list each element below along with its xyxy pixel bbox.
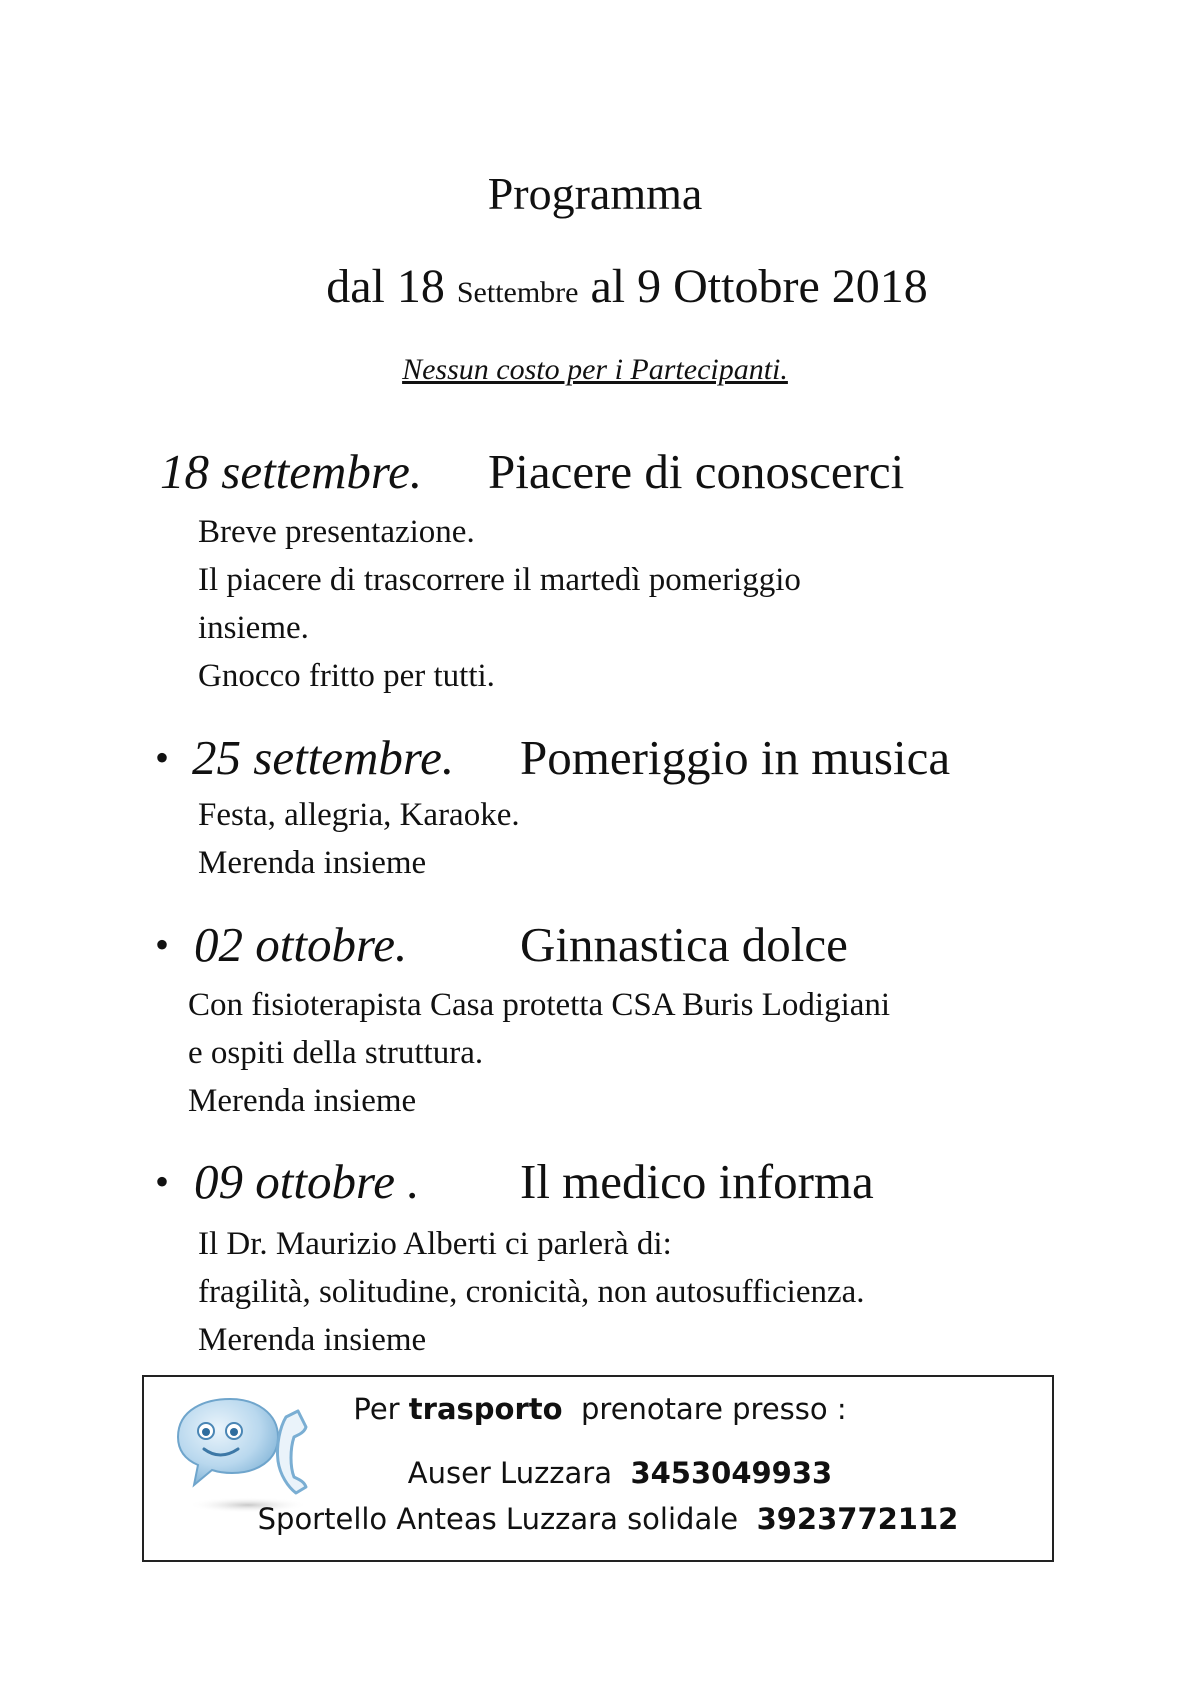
event-description-3 (188, 981, 890, 1125)
description-line: Festa, allegria, Karaoke. (198, 797, 520, 833)
transport-heading-prefix: Per (353, 1392, 400, 1426)
page-title: Programma (487, 168, 703, 219)
contact-phone: 3923772112 (756, 1502, 959, 1536)
transport-heading (144, 1392, 1056, 1426)
event-title: Pomeriggio in musica (520, 730, 951, 785)
event-heading-3 (194, 917, 848, 972)
description-line: Breve presentazione. (198, 514, 475, 550)
description-line: fragilità, solitudine, cronicità, non autosufficienza. (198, 1274, 865, 1310)
event-title: Piacere di conoscerci (488, 444, 905, 499)
event-title: Ginnastica dolce (520, 917, 848, 972)
event-description-2 (198, 791, 520, 887)
event-description-1 (198, 508, 801, 700)
description-line: Con fisioterapista Casa protetta CSA Buris Lodigiani (188, 987, 891, 1023)
date-range (32, 260, 1190, 313)
date-range-start: dal 18 (326, 260, 445, 313)
bullet: • (155, 922, 170, 967)
event-description-4 (198, 1220, 865, 1364)
contact-anteas (152, 1502, 1064, 1536)
date-range-end: al 9 Ottobre 2018 (590, 260, 928, 313)
description-line: Il piacere di trascorrere il martedì pomeriggio (198, 562, 801, 598)
event-date: 18 settembre. (160, 444, 423, 499)
transport-heading-suffix: prenotare presso : (581, 1392, 847, 1426)
description-line: e ospiti della struttura. (188, 1035, 484, 1071)
description-line: Il Dr. Maurizio Alberti ci parlerà di: (198, 1226, 672, 1262)
contact-auser (164, 1456, 1076, 1490)
contact-name: Sportello Anteas Luzzara solidale (257, 1502, 739, 1536)
contact-name: Auser Luzzara (407, 1456, 612, 1490)
no-cost-note: Nessun costo per i Partecipanti. (402, 353, 788, 386)
date-range-month: Settembre (456, 276, 579, 309)
bullet: • (155, 1159, 170, 1204)
bullet: • (155, 735, 170, 780)
event-title: Il medico informa (520, 1154, 874, 1209)
event-heading-4 (194, 1154, 874, 1209)
event-heading-2 (192, 730, 951, 785)
contact-phone: 3453049933 (630, 1456, 833, 1490)
event-date: 02 ottobre. (194, 917, 408, 972)
event-date: 25 settembre. (192, 730, 455, 785)
transport-heading-bold: trasporto (408, 1392, 563, 1426)
description-line: insieme. (198, 610, 309, 646)
event-heading-1 (160, 444, 905, 499)
description-line: Merenda insieme (198, 1322, 427, 1358)
event-date: 09 ottobre . (194, 1154, 420, 1209)
transport-info-box (142, 1375, 1054, 1562)
description-line: Merenda insieme (198, 845, 427, 881)
description-line: Gnocco fritto per tutti. (198, 658, 495, 694)
description-line: Merenda insieme (188, 1083, 417, 1119)
